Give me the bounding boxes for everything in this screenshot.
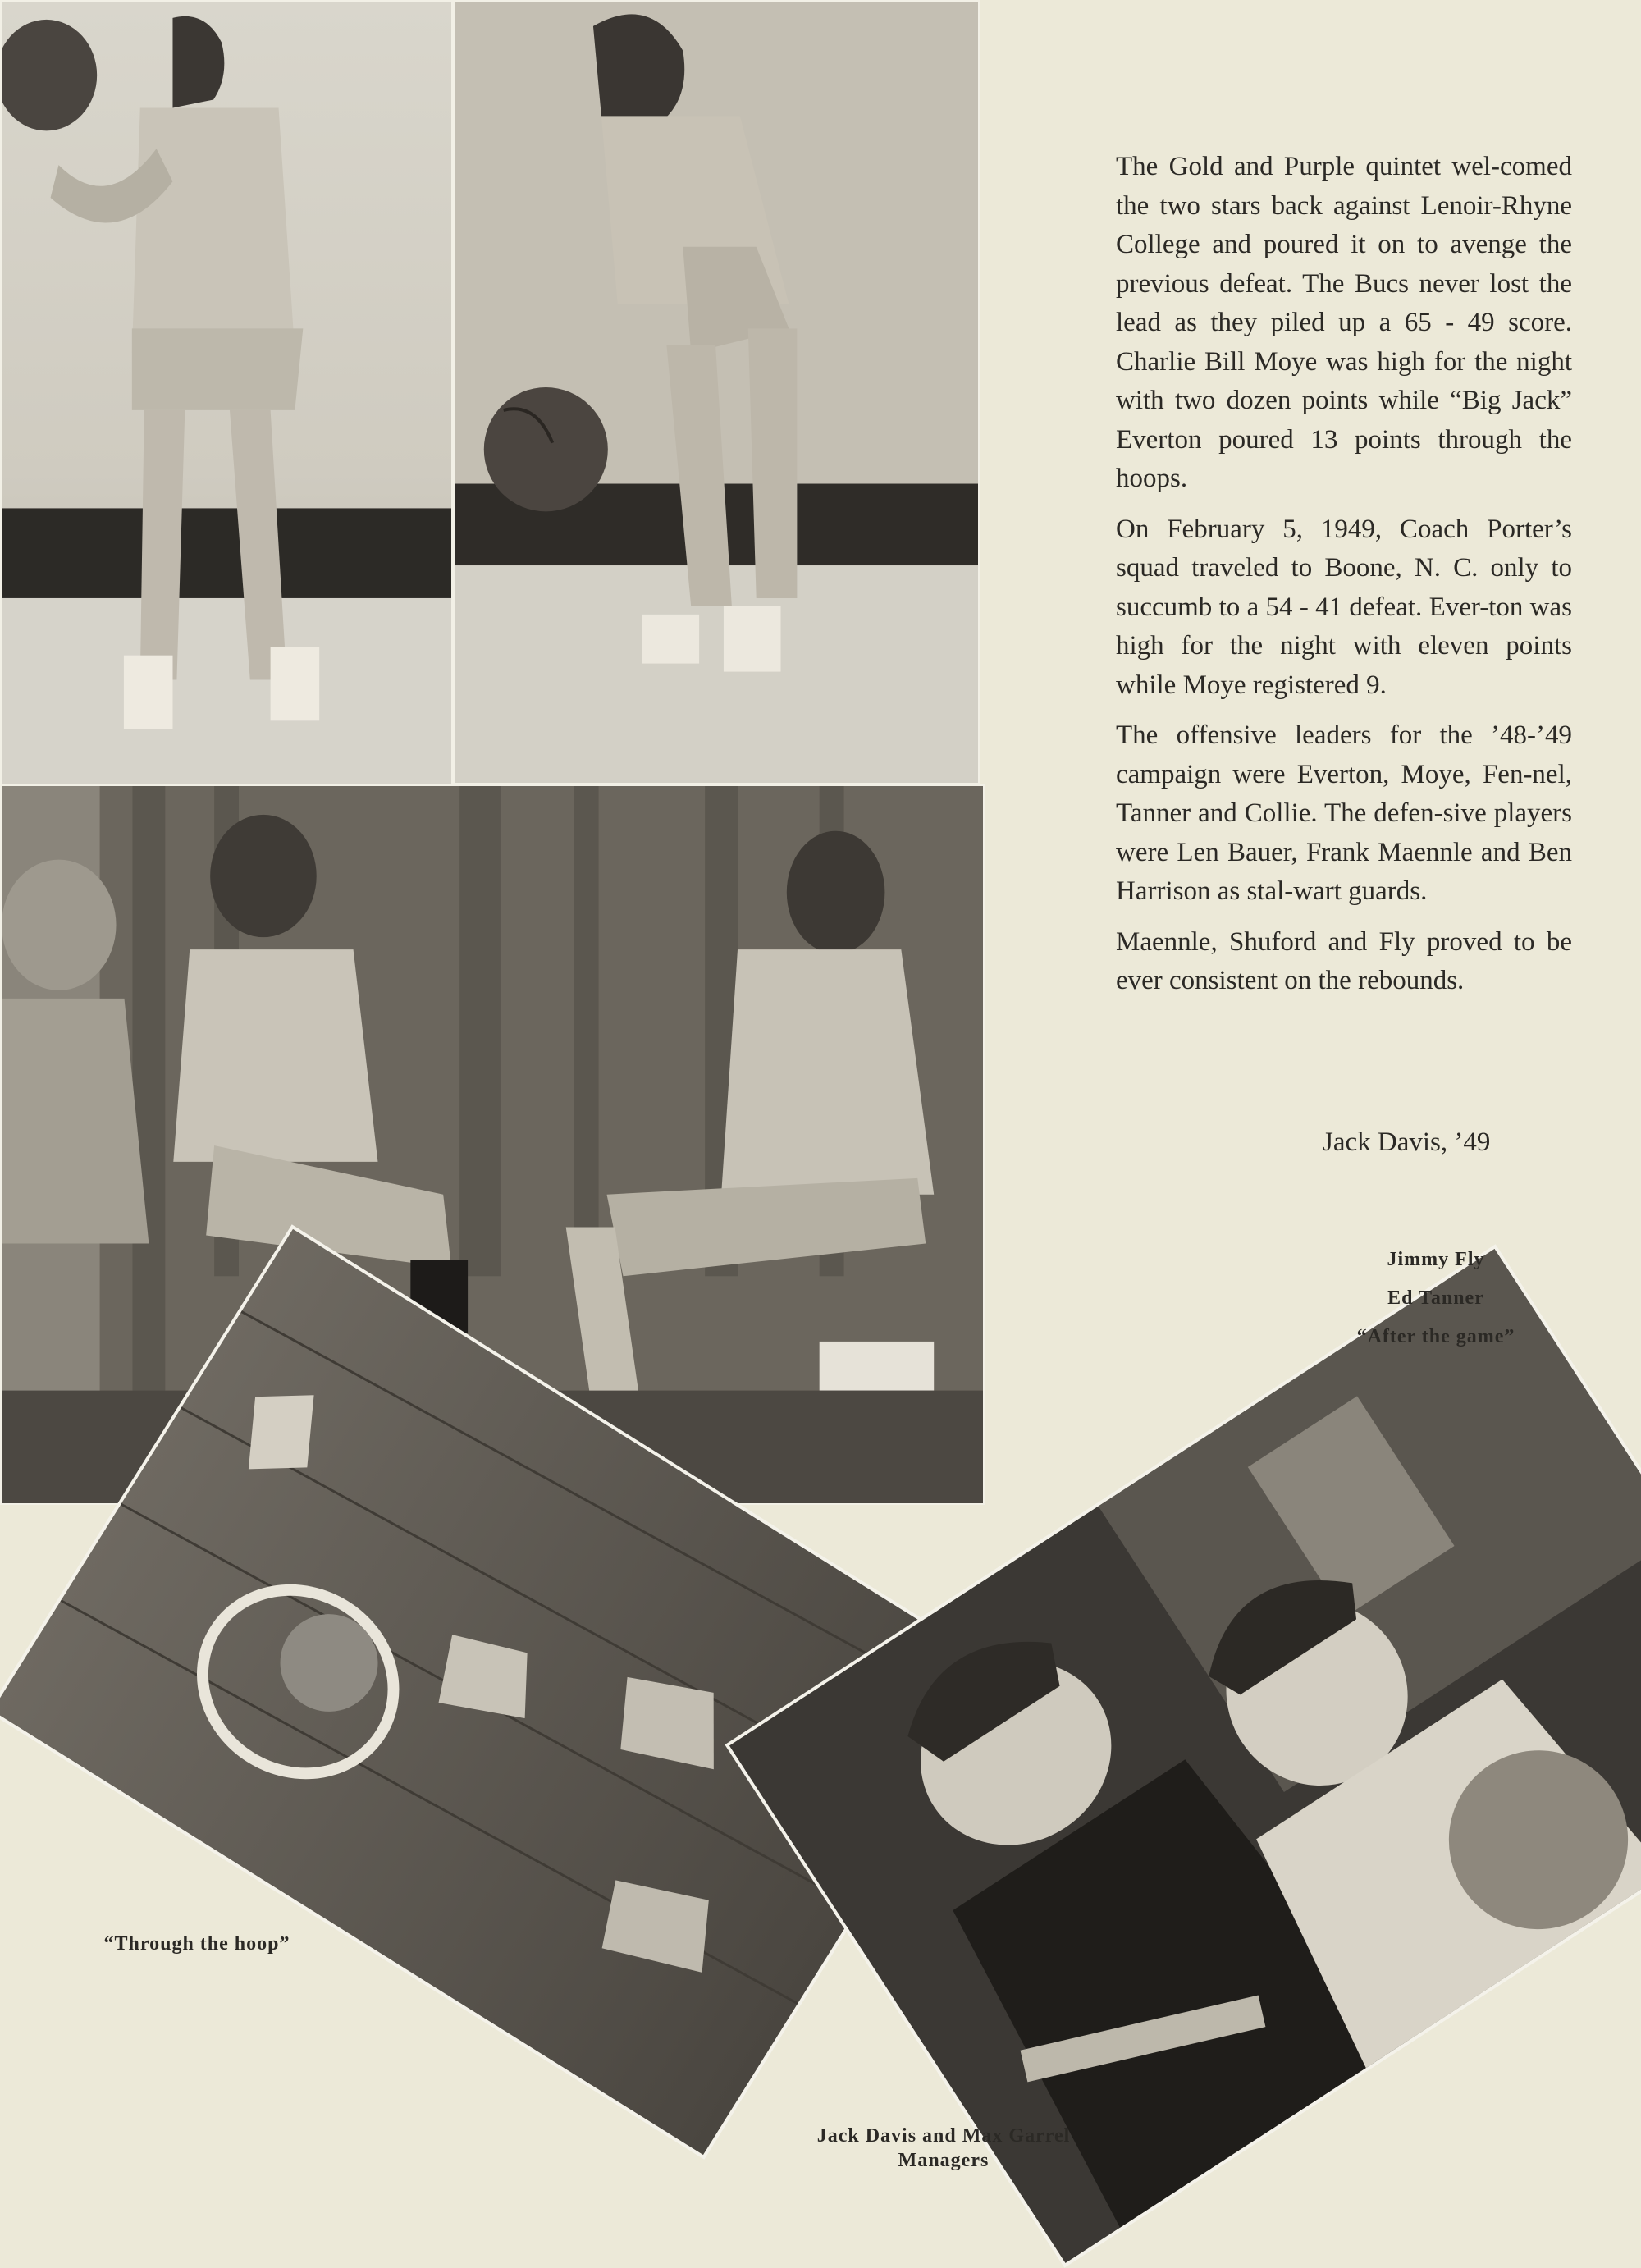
photo-player-dribbling	[453, 0, 980, 784]
caption-after-the-game	[1305, 1241, 1567, 1356]
article-paragraph: On February 5, 1949, Coach Porter’s squad traveled to Boone, N. C. only to succumb to a 54 - 41 defeat. Ever-ton was high for the night with eleven points while Moye registered 9.	[1116, 514, 1572, 700]
article-paragraph: The offensive leaders for the ’48-’49 campaign were Everton, Moye, Fen-nel, Tanner and Collie. The defen-sive players were Len Bauer, Frank Maennle and Ben Harrison as stal-wart guards.	[1116, 720, 1572, 906]
caption-through-the-hoop: “Through the hoop”	[103, 1933, 290, 1955]
caption-managers	[763, 2124, 1124, 2173]
article-paragraph: The Gold and Purple quintet wel-comed the two stars back against Lenoir-Rhyne College and poured it on to avenge the previous defeat. The Bucs never lost the lead as they piled up a 65 - 49 score. Charlie Bill Moye was high for the night with two dozen points while “Big Jack” Everton poured 13 points through the hoops.	[1116, 152, 1572, 493]
caption-line: “After the game”	[1356, 1326, 1515, 1347]
article-body	[1116, 148, 1572, 1013]
article-byline: Jack Davis, ’49	[1323, 1127, 1491, 1157]
caption-line: Ed Tanner	[1387, 1287, 1484, 1309]
caption-line: Managers	[898, 2150, 990, 2171]
photo-player-shooting	[0, 0, 453, 789]
caption-line: Jack Davis and Max Garrel	[816, 2125, 1071, 2147]
caption-line: Jimmy Fly	[1387, 1249, 1485, 1270]
article-paragraph: Maennle, Shuford and Fly proved to be ever consistent on the rebounds.	[1116, 926, 1572, 995]
